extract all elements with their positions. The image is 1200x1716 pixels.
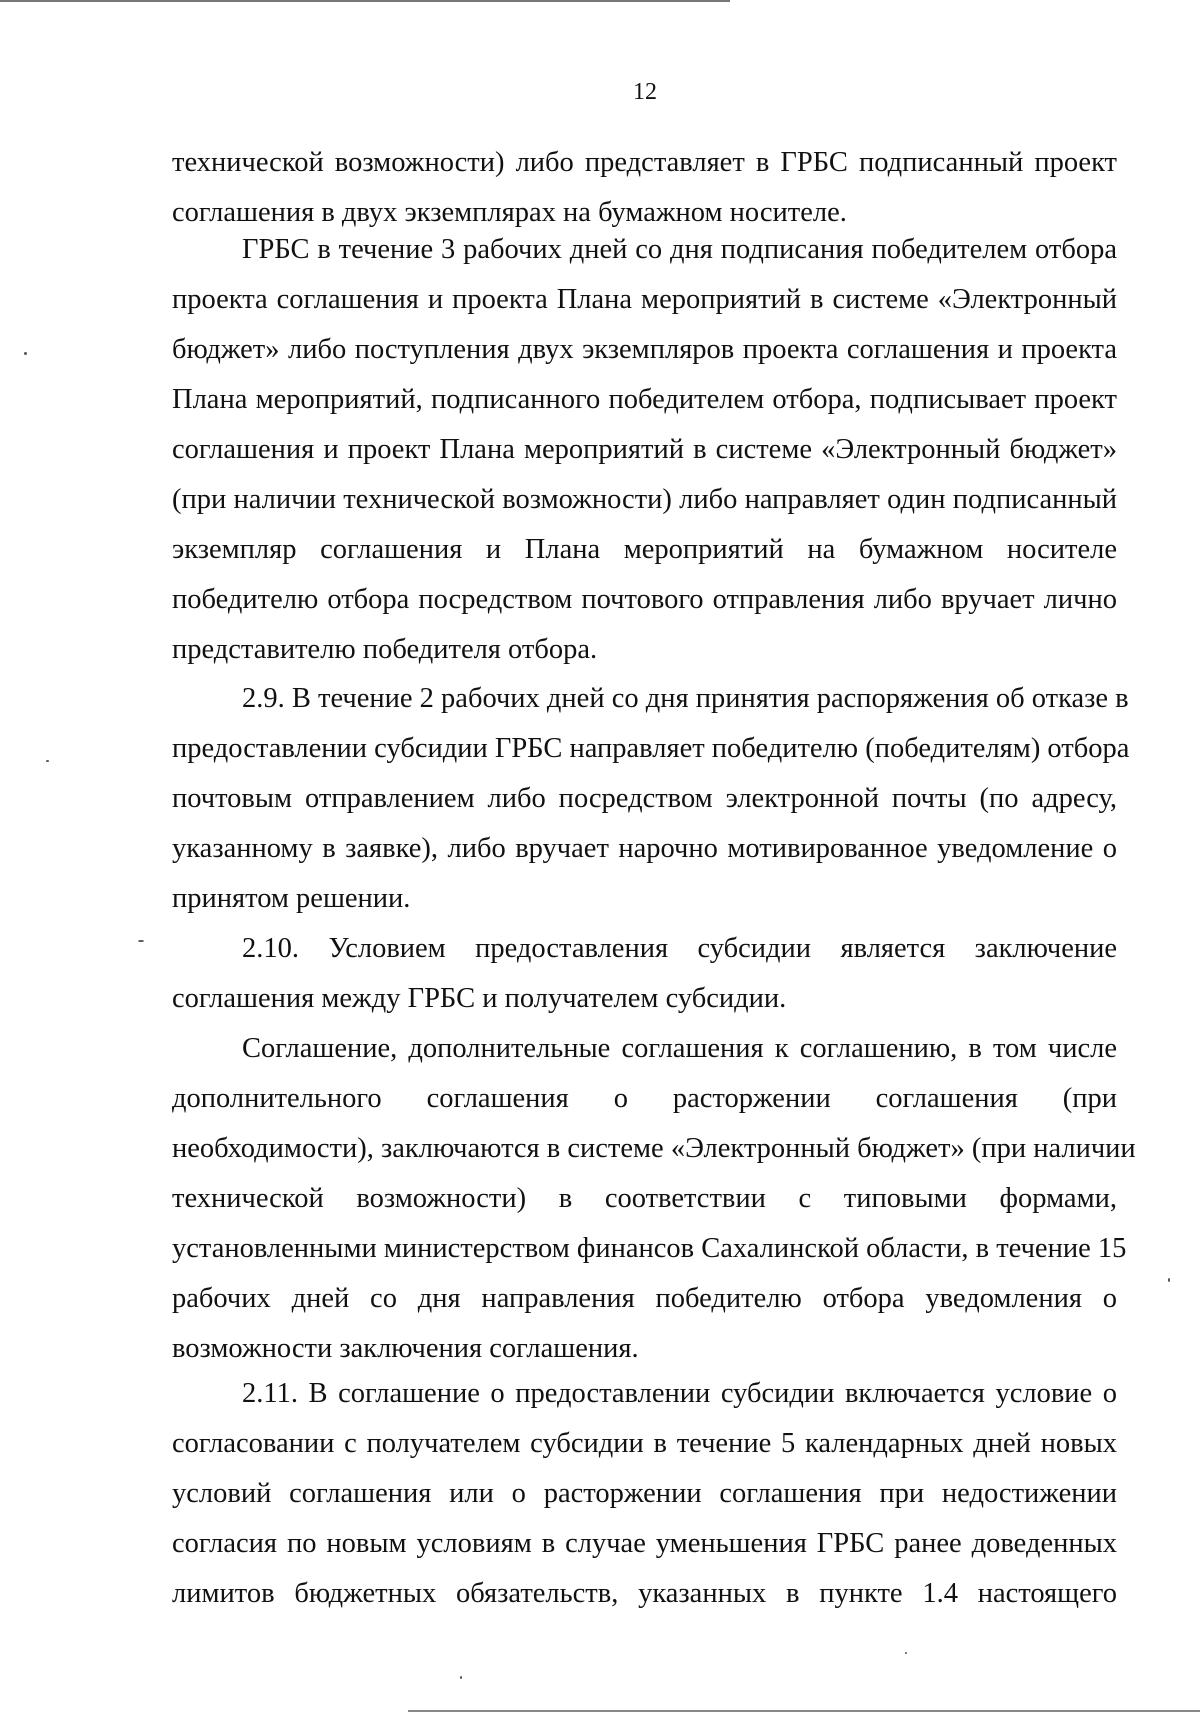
text-line: согласовании с получателем субсидии в течение 5 календарных дней новых [172,1428,1117,1459]
scan-speck [46,760,49,762]
text-line: условий соглашения или о расторжении соглашения при недостижении [172,1478,1117,1509]
paragraph-agreements [172,1024,1136,1374]
scan-speck [138,940,144,942]
text-line: технической возможности) в соответствии с типовыми формами, [172,1183,1117,1214]
text-line: экземпляр соглашения и Плана мероприятий на бумажном носителе [172,534,1117,565]
text-line: 2.11. В соглашение о предоставлении субсидии включается условие о [242,1378,1117,1409]
text-line: представителю победителя отбора. [172,634,598,665]
text-line: технической возможности) либо представляет в ГРБС подписанный проект [172,147,1117,178]
scan-bottom-edge [408,1710,1200,1712]
text-line: необходимости), заключаются в системе «Электронный бюджет» (при наличии [172,1133,1136,1164]
text-line: Плана мероприятий, подписанного победителем отбора, подписывает проект [172,384,1117,415]
text-line: возможности заключения соглашения. [172,1333,639,1364]
text-line: 2.10. Условием предоставления субсидии является заключение [242,933,1117,964]
text-line: 2.9. В течение 2 рабочих дней со дня принятия распоряжения об отказе в [242,683,1129,714]
text-line: (при наличии технической возможности) либо направляет один подписанный [172,484,1117,515]
text-line: победителю отбора посредством почтового отправления либо вручает лично [172,584,1117,615]
text-line: ГРБС в течение 3 рабочих дней со дня подписания победителем отбора [242,234,1117,265]
text-line: установленными министерством финансов Сахалинской области, в течение 15 [172,1233,1127,1264]
text-line: указанному в заявке), либо вручает нарочно мотивированное уведомление о [172,833,1117,864]
text-line: бюджет» либо поступления двух экземпляров проекта соглашения и проекта [172,334,1117,365]
text-line: дополнительного соглашения о расторжении соглашения (при [172,1083,1117,1114]
paragraph-2-11 [172,1369,1117,1619]
scan-speck [1168,1278,1170,1282]
paragraph-continuation [172,138,1117,238]
text-line: согласия по новым условиям в случае уменьшения ГРБС ранее доведенных [172,1528,1117,1559]
scan-speck [460,1676,462,1679]
text-line: соглашения между ГРБС и получателем субсидии. [172,983,787,1014]
text-line: принятом решении. [172,883,411,914]
paragraph-2-10 [172,924,1117,1024]
text-line: рабочих дней со дня направления победителю отбора уведомления о [172,1283,1117,1314]
page-number: 12 [633,79,657,105]
scan-speck [24,352,27,355]
scan-top-edge [0,0,730,2]
text-line: проекта соглашения и проекта Плана мероприятий в системе «Электронный [172,284,1117,315]
paragraph-2-9 [172,674,1130,924]
text-line: соглашения и проект Плана мероприятий в системе «Электронный бюджет» [172,434,1117,465]
paragraph-grbs-signing [172,225,1117,675]
text-line: почтовым отправлением либо посредством электронной почты (по адресу, [172,783,1117,814]
text-line: Соглашение, дополнительные соглашения к соглашению, в том числе [242,1033,1117,1064]
text-line: предоставлении субсидии ГРБС направляет победителю (победителям) отбора [172,733,1130,764]
scan-speck [905,1652,907,1654]
text-line: соглашения в двух экземплярах на бумажном носителе. [172,197,847,228]
text-line: лимитов бюджетных обязательств, указанных в пункте 1.4 настоящего [172,1578,1117,1609]
